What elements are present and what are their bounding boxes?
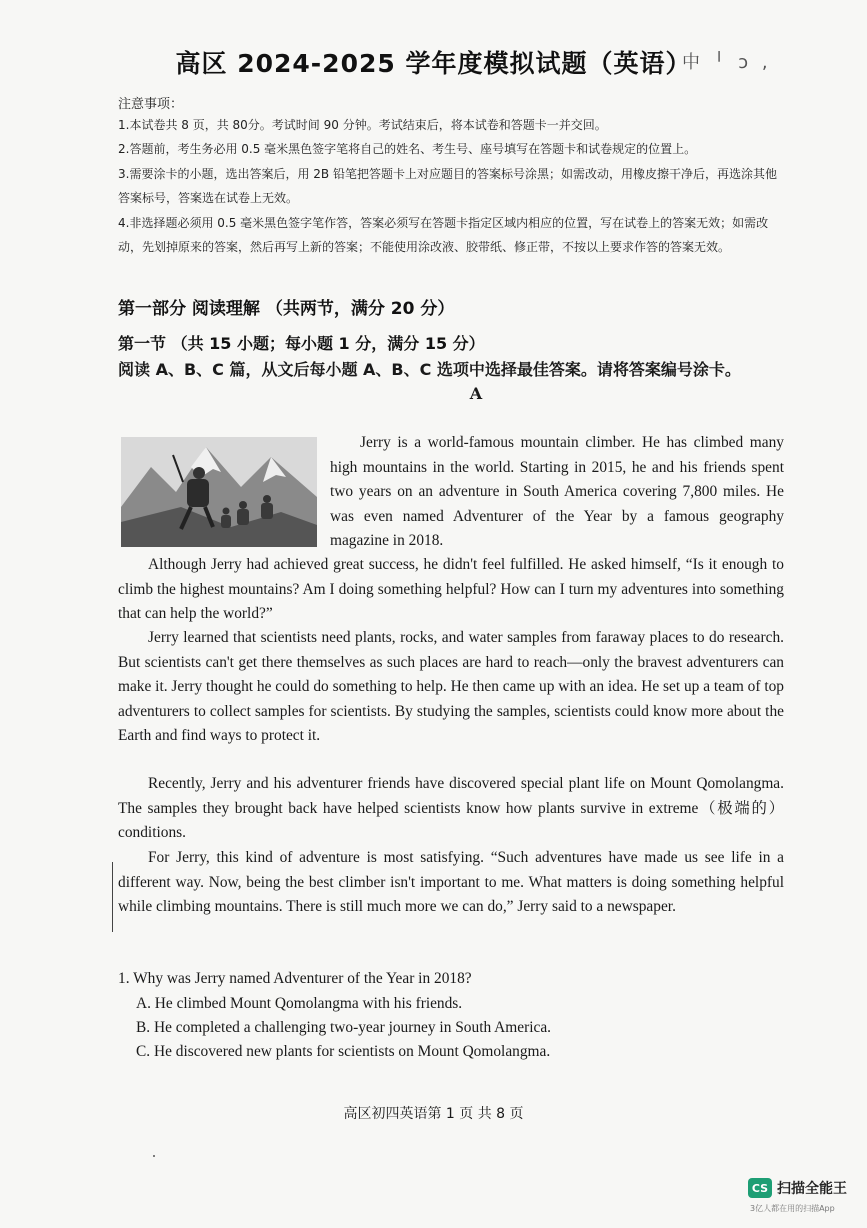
scan-speck: [153, 1155, 155, 1157]
notice-item-1: 1.本试卷共 8 页，共 80分。考试时间 90 分钟。考试结束后，将本试卷和答题卡一并交回。: [118, 118, 607, 132]
mountain-climbers-photo: [121, 437, 317, 547]
passage-paragraph-1: Jerry is a world-famous mountain climber. He has climbed many high mountains in the world. Starting in 2015, he and his friends spent two years on an adventure in South America covering 7,800 miles. He was even named Adventurer of the Year by a famous geography magazine in 2018.: [330, 434, 784, 549]
passage-paragraph-4: Recently, Jerry and his adventurer friends have discovered special plant life on Mount Qomolangma. The samples they brought back have helped scientists know how plants survive in extreme（极端的）conditions.: [118, 775, 784, 841]
page-footer: 高区初四英语第 1 页 共 8 页: [343, 1106, 524, 1122]
question-1-option-c: C. He discovered new plants for scientists on Mount Qomolangma.: [136, 1043, 551, 1060]
question-1-stem: 1. Why was Jerry named Adventurer of the Year in 2018?: [118, 970, 472, 987]
scanner-tagline: 3亿人都在用的扫描App: [750, 1204, 835, 1213]
notice-heading: 注意事项：: [118, 97, 184, 112]
passage-paragraph-3: Jerry learned that scientists need plants, rocks, and water samples from faraway places to do research. But scientists can't get there themselves as such places are hard to reach—only the bravest adventurers can make it. Jerry thought he could do something to help. He then came up with an idea. He set up a team of top adventurers to collect samples for scientists. By studying the samples, scientists could know more about the Earth and find ways to protect it.: [118, 629, 784, 744]
section-instruction: 阅读 A、B、C 篇，从文后每小题 A、B、C 选项中选择最佳答案。请将答案编号涂卡。: [118, 360, 741, 379]
passage-paragraph-5: For Jerry, this kind of adventure is most satisfying. “Such adventures have made us see life in a different way. Now, being the best climber isn't important to me. What matters is doing something helpful while climbing mountains. There is still much more we can do,” Jerry said to a newspaper.: [118, 849, 784, 915]
pencil-margin-mark: [112, 862, 113, 932]
passage-paragraph-2: Although Jerry had achieved great success, he didn't feel fulfilled. He asked himself, “Is it enough to climb the highest mountains? Am I doing something helpful? How can I turn my adventures into something that can help the world?”: [118, 556, 784, 622]
sub-section-title: 第一节 （共 15 小题；每小题 1 分，满分 15 分）: [118, 334, 485, 353]
scanner-logo-icon: CS: [748, 1178, 772, 1198]
part-title: 第一部分 阅读理解 （共两节，满分 20 分）: [118, 299, 455, 319]
notice-item-4: 4.非选择题必须用 0.5 毫米黑色签字笔作答，答案必须写在答题卡指定区域内相应的位置，写在试卷上的答案无效；如需改动，先划掉原来的答案，然后再写上新的答案；不能使用涂改液、胶带纸、修正带，不按以上要求作答的答案无效。: [118, 216, 769, 254]
scanner-watermark: [748, 1178, 847, 1198]
question-1-option-b: B. He completed a challenging two-year journey in South America.: [136, 1019, 551, 1036]
notice-item-2: 2.答题前，考生务必用 0.5 毫米黑色签字笔将自己的姓名、考生号、座号填写在答题卡和试卷规定的位置上。: [118, 142, 697, 156]
exam-title: 高区 2024-2025 学年度模拟试题（英语）: [175, 49, 692, 78]
notice-item-3: 3.需要涂卡的小题，选出答案后，用 2B 铅笔把答题卡上对应题目的答案标号涂黑；如需改动，用橡皮擦干净后，再选涂其他答案标号，答案选在试卷上无效。: [118, 167, 777, 205]
question-1-option-a: A. He climbed Mount Qomolangma with his friends.: [136, 995, 463, 1012]
scanner-name: 扫描全能王: [777, 1181, 847, 1197]
passage-label: A: [469, 384, 483, 403]
handwritten-scribble: 中 ╵ ↄ ,: [682, 52, 772, 73]
